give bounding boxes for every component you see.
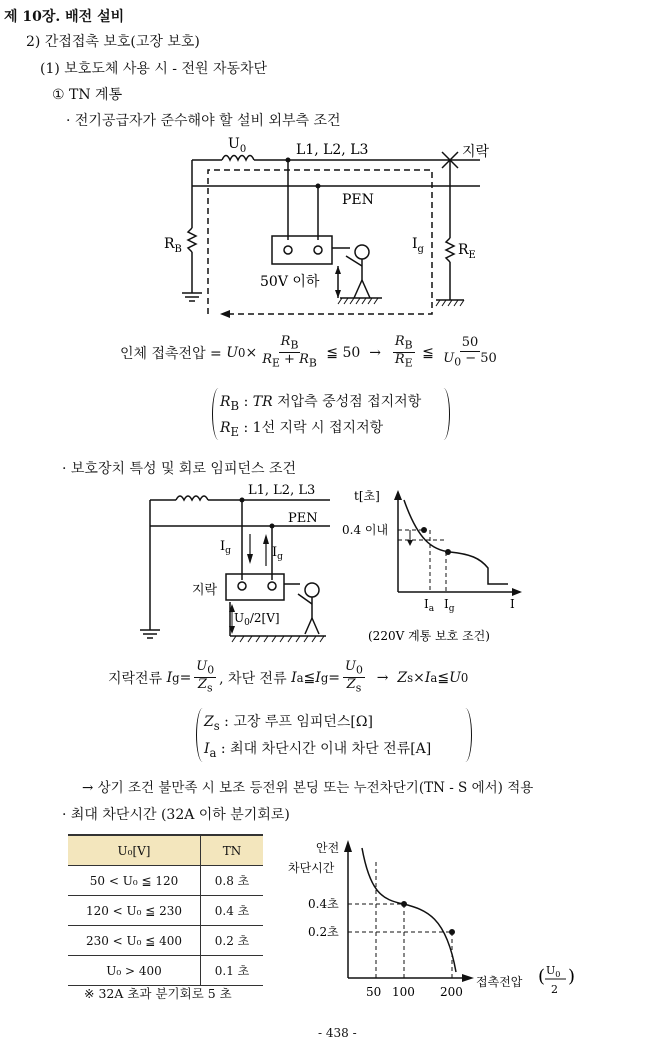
table-cell: 230 < U₀ ≦ 400: [68, 926, 201, 956]
tn-system-heading: ① TN 계통: [52, 87, 123, 103]
rb-label: $R_B$: [164, 236, 182, 255]
note-zs: $Z_s$ : 고장 루프 임피던스[Ω]: [204, 714, 373, 733]
safe-disconnect-chart: [286, 832, 588, 1008]
page-number: - 438 -: [318, 1026, 357, 1040]
chart2-caption: (220V 계통 보호 조건): [368, 629, 490, 643]
table-cell: 0.1 초: [201, 956, 264, 986]
table-row: [68, 896, 263, 926]
subsection-title: (1) 보호도체 사용 시 - 전원 자동차단: [40, 61, 268, 77]
bullet-external-condition: · 전기공급자가 준수해야 할 설비 외부측 조건: [66, 113, 341, 129]
ig-label: $I_g$: [412, 236, 424, 255]
chart3-x200: 200: [440, 985, 463, 999]
chart3-y04: 0.4초: [308, 897, 339, 911]
table-row: [68, 866, 263, 896]
chart3-xlabel-paren-close: ): [568, 966, 576, 987]
lines-label: L1, L2, L3: [296, 142, 369, 158]
ground-fault-label-2: 지락: [192, 583, 218, 598]
bullet-device-condition: · 보호장치 특성 및 회로 임피던스 조건: [62, 461, 297, 477]
table-cell: 0.2 초: [201, 926, 264, 956]
table-header-tn: TN: [201, 835, 264, 866]
table-row: [68, 926, 263, 956]
chart3-xfrac-num: $U_0$: [546, 964, 561, 979]
u0-half-label: $U_0/2[V]$: [234, 611, 280, 628]
touch-voltage-formula: 인체 접촉전압 = U 0 × $\frac{R_B}{R_E + R_B}$ ≦ 50 → $\frac{R_B}{R_E}$ ≦ $\frac{50}{U_0 - 50}$: [120, 334, 497, 370]
note-re: $R_E$ : 1선 지락 시 접지저항: [220, 420, 384, 439]
chart2-ig: $I_g$: [444, 597, 455, 614]
note-ia: $I_a$ : 최대 차단시간 이내 차단 전류[A]: [204, 741, 432, 760]
chart3-x50: 50: [366, 985, 382, 999]
chart2-ylabel: t[초]: [354, 489, 380, 503]
ig-label-right: $I_g$: [272, 545, 283, 562]
chart3-y02: 0.2초: [308, 925, 339, 939]
conclusion-text: → 상기 조건 불만족 시 보조 등전위 본딩 또는 누전차단기(TN - S 에서) 적용: [82, 780, 534, 796]
re-label: $R_E$: [458, 242, 476, 261]
ig-label-left: $I_g$: [220, 539, 231, 556]
table-cell: 120 < U₀ ≦ 230: [68, 896, 201, 926]
table-header-row: [68, 835, 263, 866]
chart3-xfrac-den: 2: [551, 983, 558, 996]
pen-label-2: PEN: [288, 511, 318, 526]
table-cell: 50 < U₀ ≦ 120: [68, 866, 201, 896]
v50-label: 50V 이하: [260, 274, 320, 290]
tn-fault-diagram-1: [150, 128, 490, 326]
fault-current-formula: 지락전류 I g = $\frac{U_0}{Z_s}$ , 차단 전류 I a ≦ I g = $\frac{U_0}{Z_s}$ → Z s × I a ≦ U 0: [108, 659, 469, 695]
lines-label-2: L1, L2, L3: [248, 483, 316, 498]
tn-fault-diagram-2: [140, 478, 340, 646]
table-cell: 0.8 초: [201, 866, 264, 896]
chart2-t04: 0.4 이내: [342, 523, 389, 537]
table-row: [68, 956, 263, 986]
ground-fault-label: 지락: [462, 144, 490, 160]
chapter-header: 제 10장. 배전 설비: [4, 9, 125, 25]
chart3-x100: 100: [392, 985, 415, 999]
chart2-x: I: [510, 597, 515, 611]
bullet-max-disconnect-time: · 최대 차단시간 (32A 이하 분기회로): [62, 807, 290, 823]
chart3-xlabel: 접촉전압: [476, 975, 523, 989]
note-rb: $R_B$ : TR 저압측 중성점 접지저항: [220, 394, 422, 413]
time-current-chart: [340, 480, 530, 650]
chart2-ia: $I_a$: [424, 597, 435, 614]
table-cell: 0.4 초: [201, 896, 264, 926]
table-footnote: ※ 32A 초과 분기회로 5 초: [84, 986, 232, 1001]
table-cell: U₀ > 400: [68, 956, 201, 986]
chart3-ylabel-1: 안전: [316, 841, 340, 855]
chart3-ylabel-2: 차단시간: [288, 861, 335, 875]
chart3-xlabel-paren-open: (: [538, 966, 546, 987]
section-title: 2) 간접접촉 보호(고장 보호): [26, 34, 200, 50]
table-header-voltage: U₀[V]: [68, 835, 201, 866]
pen-label: PEN: [342, 192, 374, 208]
u0-label: $U_0$: [228, 136, 247, 155]
disconnect-time-table: [68, 834, 263, 986]
